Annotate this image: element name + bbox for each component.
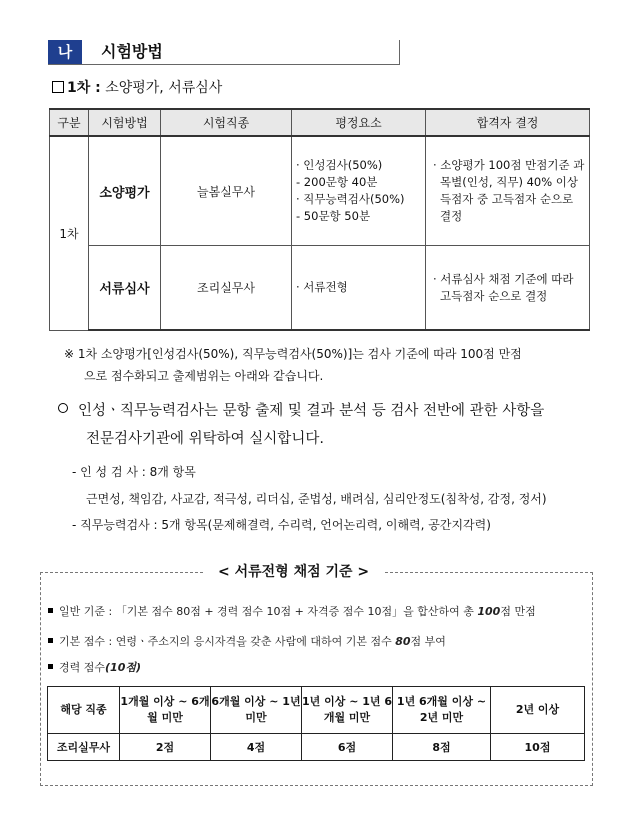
rule-emphasis: 80	[395, 635, 411, 648]
decision-text: · 소양평가 100점 만점기준 과목별(인성, 직무) 40% 이상 득점자 중 고득점자 순으로 결정	[433, 158, 585, 223]
score-note	[64, 343, 592, 387]
scoring-title: < 서류전형 채점 기준 >	[204, 561, 383, 583]
method-cell: 소양평가	[89, 136, 161, 246]
header-method: 시험방법	[89, 109, 161, 136]
square-bullet-icon	[48, 664, 53, 669]
rule-text: 점 만점	[500, 605, 536, 618]
rule-emphasis: (10	[105, 661, 126, 674]
score-header: 해당 직종	[48, 687, 120, 734]
score-header: 1개월 이상 ~ 6개월 미만	[120, 687, 211, 734]
personality-items: 근면성, 책임감, 사교감, 적극성, 리더십, 준법성, 배려심, 심리안정도(침착성, 감정, 정서)	[86, 492, 547, 506]
rule-text: 일반 기준 : 「기본 점수 80점 + 경력 점수 10점 + 자격증 점수 10점」을 합산하여 총	[59, 605, 478, 618]
rule-text: 점 부여	[410, 635, 446, 648]
decision-cell	[426, 136, 590, 246]
element-line: - 50문항 50분	[296, 209, 371, 223]
element-line: · 서류전형	[296, 280, 348, 294]
score-cell: 2점	[120, 734, 211, 761]
table-row	[50, 246, 590, 331]
competency-label: - 직무능력검사 : 5개 항목(문제해결력, 수리력, 언어논리력, 이해력, 공간지각력)	[72, 518, 491, 532]
score-cell: 8점	[393, 734, 491, 761]
rule-emphasis: 100	[477, 605, 501, 618]
score-cell: 4점	[211, 734, 302, 761]
job-cell: 늘봄실무사	[161, 136, 292, 246]
note-line: ※ 1차 소양평가[인성검사(50%), 직무능력검사(50%)]는 검사 기준에 따라 100점 만점	[64, 347, 522, 361]
score-cell: 10점	[491, 734, 585, 761]
outsourcing-item	[58, 397, 594, 453]
sub-heading-text: 소양평가, 서류심사	[100, 80, 223, 96]
score-header: 1년 이상 ~ 1년 6개월 미만	[302, 687, 393, 734]
rule-text: 기본 점수 : 연령ㆍ주소지의 응시자격을 갖춘 사람에 대하여 기본 점수	[59, 635, 396, 648]
rule-career	[48, 660, 141, 676]
score-header: 1년 6개월 이상 ~ 2년 미만	[393, 687, 491, 734]
outsourcing-line: 인성ㆍ직무능력검사는 문항 출제 및 결과 분석 등 검사 전반에 관한 사항을	[78, 403, 545, 419]
stage-cell: 1차	[50, 136, 89, 330]
element-line: · 직무능력검사(50%)	[296, 192, 405, 206]
section-underline	[48, 64, 400, 65]
square-bullet-icon	[48, 638, 53, 643]
circle-bullet-icon	[58, 403, 68, 413]
header-job: 시험직종	[161, 109, 292, 136]
element-line: · 인성검사(50%)	[296, 158, 383, 172]
rule-text: 경력 점수	[59, 661, 106, 674]
header-category: 구분	[50, 109, 89, 136]
rule-general	[48, 604, 536, 620]
method-cell: 서류심사	[89, 246, 161, 331]
sub-heading	[52, 79, 222, 97]
sub-heading-prefix: 1차 :	[67, 80, 101, 96]
checkbox-icon	[52, 81, 64, 93]
section-badge: 나	[48, 40, 82, 64]
elements-cell	[292, 136, 426, 246]
personality-label: - 인 성 검 사 : 8개 항목	[72, 465, 196, 479]
outsourcing-line: 전문검사기관에 위탁하여 실시합니다.	[86, 431, 324, 447]
career-score-table	[47, 686, 585, 761]
section-title: 시험방법	[101, 42, 163, 61]
score-cell: 6점	[302, 734, 393, 761]
decision-cell	[426, 246, 590, 331]
score-cell: 조리실무사	[48, 734, 120, 761]
score-header: 2년 이상	[491, 687, 585, 734]
rule-emphasis: 점)	[125, 661, 142, 674]
element-line: - 200문항 40분	[296, 175, 378, 189]
square-bullet-icon	[48, 608, 53, 613]
job-cell: 조리실무사	[161, 246, 292, 331]
header-decision: 합격자 결정	[426, 109, 590, 136]
header-elements: 평정요소	[292, 109, 426, 136]
table-row	[48, 734, 585, 761]
elements-cell	[292, 246, 426, 331]
score-header: 6개월 이상 ~ 1년 미만	[211, 687, 302, 734]
table-row	[50, 136, 590, 246]
rule-basic	[48, 634, 446, 650]
decision-text: · 서류심사 채점 기준에 따라 고득점자 순으로 결정	[433, 271, 574, 303]
exam-method-table	[49, 108, 590, 331]
note-line: 으로 점수화되고 출제범위는 아래와 같습니다.	[84, 369, 324, 383]
section-divider	[399, 40, 400, 65]
